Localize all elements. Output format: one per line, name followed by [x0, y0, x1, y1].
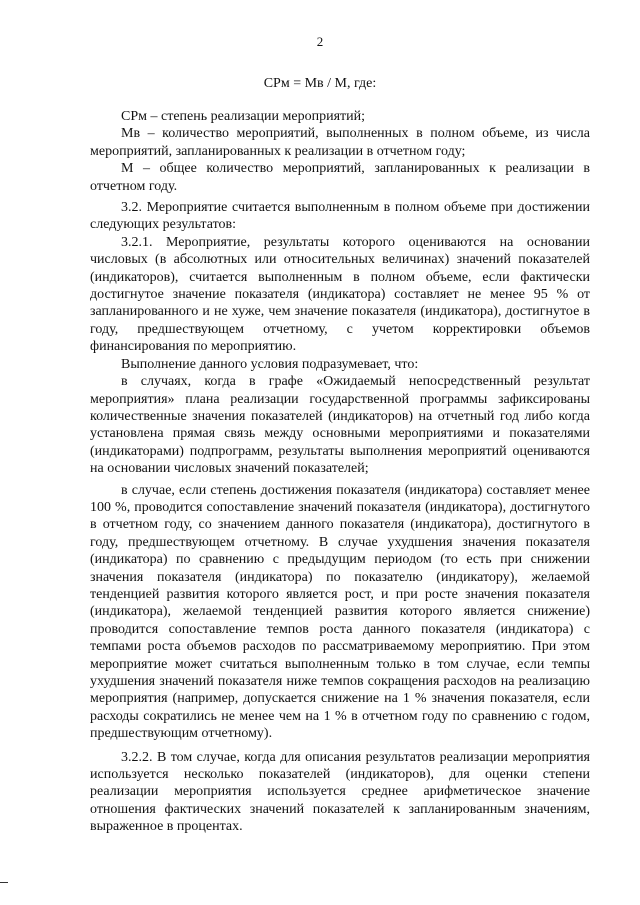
- condition-case-2: в случае, если степень достижения показателя (индикатора) составляет менее 100 %, проводится сопоставление значений показателя (индикатора), достигнутого в отчетном году, со значением данного показателя (индикатора), достигнутого в году, предшествующем отчетному. В случае ухудшения значения показателя (индикатора) по сравнению с предыдущим периодом (то есть при снижении значения показателя (индикатора) по показателю (индикатору), желаемой тенденцией развития которого является рост, и при росте значения показателя (индикатора), желаемой тенденцией развития которого является снижение) проводится сопоставление темпов роста данного показателя (индикатора) с темпами роста объемов расходов по рассматриваемому мероприятию. При этом мероприятие может считаться выполненным только в том случае, если темпы ухудшения значений показателя ниже темпов сокращения расходов на реализацию мероприятия (например, допускается снижение на 1 % значения показателя, если расходы сократились не менее чем на 1 % в отчетном году по сравнению с годом, предшествующим отчетному).: [90, 482, 590, 742]
- condition-intro: Выполнение данного условия подразумевает, что:: [121, 356, 419, 372]
- page-number: 2: [316, 34, 324, 49]
- condition-case-1: в случаях, когда в графе «Ожидаемый непосредственный результат мероприятия» плана реализации государственной программы зафиксированы количественные значения показателей (индикаторов) на отчетный год либо когда установлена прямая связь между основными мероприятиями и показателями (индикаторами) подпрограмм, результаты выполнения мероприятий оцениваются на основании числовых значений показателей;: [90, 374, 590, 477]
- definition-mv: Мв – количество мероприятий, выполненных в полном объеме, из числа мероприятий, запланированных к реализации в отчетном году;: [90, 126, 590, 159]
- section-3-2-2: 3.2.2. В том случае, когда для описания результатов реализации мероприятия используется несколько показателей (индикаторов), для оценки степени реализации мероприятия используется среднее арифметическое значение отношения фактических значений показателей к запланированным значениям, выраженное в процентах.: [90, 749, 590, 835]
- margin-tick: [0, 882, 8, 883]
- section-3-2-1: 3.2.1. Мероприятие, результаты которого оцениваются на основании числовых (в абсолютных или относительных величинах) значений показателей (индикаторов), считается выполненным в полном объеме, если фактически достигнутое значение показателя (индикатора) составляет не менее 95 % от запланированного и не хуже, чем значение показателя (индикатора), достигнутое в году, предшествующем отчетному, с учетом корректировки объемов финансирования по мероприятию.: [90, 234, 590, 355]
- definition-srm: СРм – степень реализации мероприятий;: [121, 109, 366, 124]
- section-3-2: 3.2. Мероприятие считается выполненным в полном объеме при достижении следующих результатов:: [90, 200, 590, 233]
- formula: СРм = Мв / М, где:: [263, 76, 377, 91]
- definition-m: М – общее количество мероприятий, запланированных к реализации в отчетном году.: [90, 161, 590, 194]
- body-text: [90, 108, 590, 836]
